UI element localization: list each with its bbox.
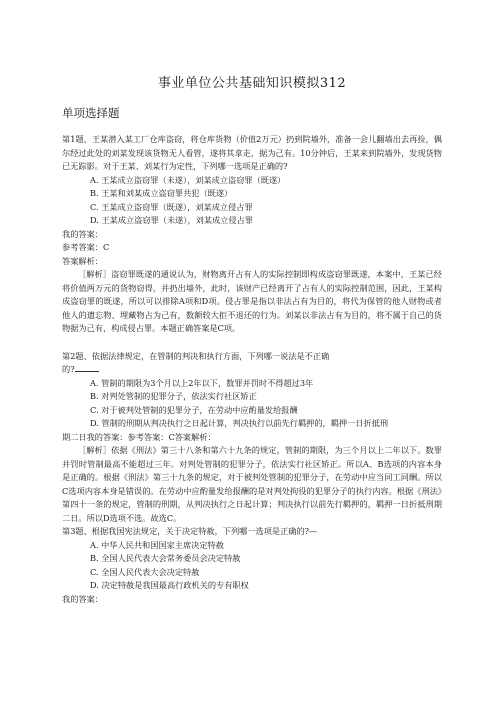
document-page (62, 72, 442, 606)
question-1-reference-answer: 参考答案：C (62, 242, 110, 252)
page-title: 事业单位公共基础知识模拟312 (157, 76, 347, 91)
question-2-stem: 第2题、依据法律规定，在管制的判决和执行方面，下列哪一说法是不正确 (62, 350, 330, 361)
question-1-analysis: ［解析］盗窃罪既遂的通说认为，财物离开占有人的实际控制即构成盗窃罪既遂，本案中，王某已经将价值两万元的货物窃得，并扔出墙外，此时，该财产已经离开了占有人的实际控制范围，因此，王某构成盗窃罪的既遂，所以可以排除A项和D项。侵占罪是指以非法占有为目的，将代为保管的他人财物或者他人的遗忘物、埋藏物占为己有，数额较大拒不退还的行为。刘某以非法占有为目的，将不属于自己的货物据为己有，构成侵占罪。本题正确答案是C项。 (62, 269, 442, 333)
question-3-my-answer: 我的答案： (62, 593, 103, 604)
question-3-option-b: B. 全国人民代表大会常务委员会决定特赦 (90, 553, 241, 563)
question-1-option-a: A. 王某成立盗窃罪（未遂），刘某成立盗窃罪（既遂） (90, 174, 286, 185)
question-2-option-a: A. 管制的期限为3个月以上2年以下，数罪并罚时不得超过3年 (90, 377, 314, 388)
question-spacer (62, 336, 442, 350)
question-2-option-c: C. 对于被判处管制的犯罪分子，在劳动中应酌量发给报酬 (90, 404, 298, 415)
question-3 (62, 525, 442, 606)
question-1-stem: 第1题、王某潜入某工厂仓库盗窃，将仓库货物（价值2万元）扔到院墙外，准备一会儿翻墙出去再捡，偶尔经过此处的刘某发现该货物无人看管，遂将其拿走，据为己有。10分钟后，王某来到院墙外，发现货物已无踪影。对于王某、刘某行为定性，下列哪一选项是正确的? (62, 134, 442, 171)
question-2-stem-continued (62, 363, 442, 377)
question-2-option-b: B. 对判处管制的犯罪分子，依法实行社区矫正 (90, 391, 257, 401)
question-2-answer-line: 期二日我的答案：参考答案：C答案解析： (62, 431, 216, 442)
question-1-option-d: D. 王某成立盗窃罪（未遂），刘某成立侵占罪 (90, 215, 253, 225)
question-1 (62, 133, 442, 336)
question-3-option-c: C. 全国人民代表大会决定特赦 (90, 566, 200, 577)
question-3-option-d: D. 决定特赦是我国最高行政机关的专有职权 (90, 580, 249, 590)
question-1-option-b: B. 王某和刘某成立盗窃罪共犯（既遂） (90, 188, 233, 198)
question-2-analysis: ［解析］依据《刑法》第三十八条和第六十九条的规定，管制的期限，为三个月以上二年以下。数罪并罚时管制最高不能超过三年。对判处管制的犯罪分子，依法实行社区矫正。所以A、B选项的内容本身是正确的。根据《刑法》第三十九条的规定，对于被判处管制的犯罪分子，在劳动中应当同工同酬。所以C选项内容本身是错误的。在劳动中应酌量发给报酬的是对判处拘役的犯罪分子的执行内容。根据《刑法》第四十一条的规定，管制的刑期，从判决执行之日起计算；判决执行以前先行羁押的，羁押一日折抵刑期二日。所以D选项不选。故选C。 (62, 445, 442, 523)
section-heading: 单项选择题 (62, 106, 120, 120)
question-3-stem: 第3题、根据我国宪法规定，关于决定特赦，下列哪一选项是正确的?— (62, 526, 318, 536)
question-2 (62, 350, 442, 526)
question-2-option-d: D. 管制的刑期从判决执行之日起计算，判决执行以前先行羁押的，羁押一日折抵刑 (90, 418, 389, 428)
question-1-my-answer: 我的答案： (62, 228, 103, 239)
question-1-analysis-label: 答案解析： (62, 255, 103, 266)
question-2-stem-tail: 的? (62, 364, 75, 374)
question-1-option-c: C. 王某成立盗窃罪（既遂），刘某成立侵占罪 (90, 201, 253, 212)
question-3-option-a: A. 中华人民共和国国家主席决定特赦 (90, 539, 224, 550)
answer-blank (75, 363, 99, 372)
